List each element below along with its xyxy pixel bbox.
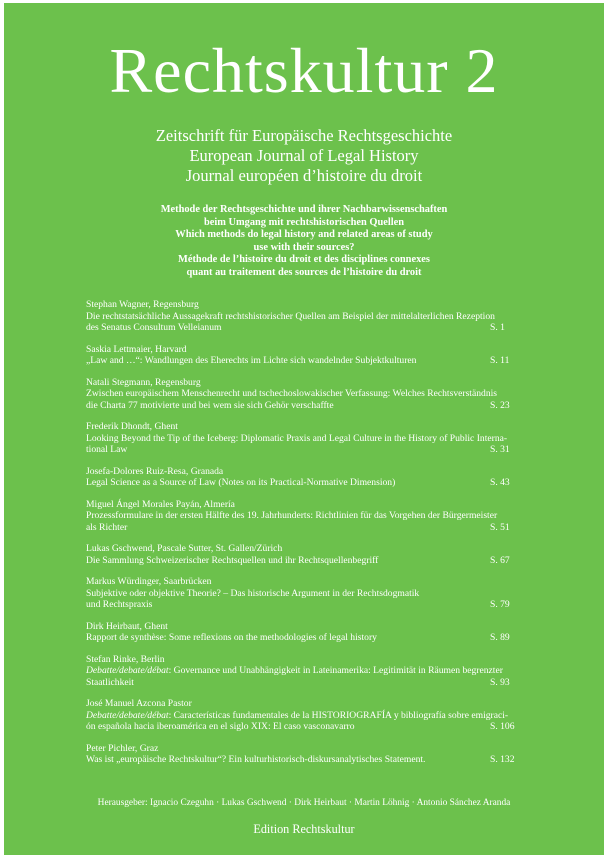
toc-article-title: Subjektive oder objektive Theorie? – Das historische Argument in der Rechtsdogmatik: [86, 587, 420, 599]
toc-author: Markus Würdinger, Saarbrücken: [86, 576, 212, 587]
subtitle-french: Journal européen d’histoire du droit: [185, 166, 423, 185]
toc-page-number: S. 43: [490, 477, 510, 488]
issue-theme: [4, 204, 604, 279]
toc-page-number: S. 11: [490, 355, 510, 366]
toc-entry: [86, 466, 534, 489]
toc-page-number: S. 23: [490, 399, 510, 411]
toc-author: Lukas Gschwend, Pascale Sutter, St. Gallen/Zürich: [86, 543, 283, 554]
toc-page-number: S. 67: [490, 554, 510, 566]
toc-entry: [86, 576, 534, 611]
toc-author: Frederik Dhondt, Ghent: [86, 421, 178, 432]
journal-subtitles: [4, 126, 604, 186]
theme-line: use with their sources?: [253, 241, 355, 253]
toc-debate-label: Debatte/debate/débat: [86, 665, 169, 676]
toc-article-title: „Law and …“: Wandlungen des Eherechts im Lichte sich wandelnder Subjektkulturen: [86, 355, 417, 366]
toc-article-title: tional Law: [86, 444, 128, 455]
toc-article-title: Prozessformulare in der ersten Hälfte des 19. Jahrhunderts: Richtlinien für das Vorgehen der Bürgermeister: [86, 510, 498, 521]
toc-page-number: S. 132: [490, 754, 515, 765]
toc-author: José Manuel Azcona Pastor: [86, 698, 192, 709]
toc-page-number: S. 89: [490, 632, 510, 643]
toc-entry: [86, 421, 534, 456]
toc-article-title: und Rechtspraxis: [86, 599, 153, 610]
toc-entry: [86, 621, 534, 644]
toc-author: Peter Pichler, Graz: [86, 742, 159, 754]
toc-article-title: die Charta 77 motivierte und bei wem sie sich Gehör verschaffte: [86, 399, 334, 411]
toc-article-title: [86, 709, 509, 722]
toc-entry: [86, 698, 534, 733]
toc-author: Josefa-Dolores Ruiz-Resa, Granada: [86, 465, 224, 477]
toc-entry: [86, 344, 534, 367]
toc-entry: [86, 377, 534, 412]
toc-page-number: S. 1: [490, 322, 505, 333]
subtitle-german: Zeitschrift für Europäische Rechtsgeschichte: [155, 126, 453, 145]
theme-line: Methode der Rechtsgeschichte und ihrer Nachbarwissenschaften: [160, 204, 448, 215]
toc-author: Saskia Lettmaier, Harvard: [86, 343, 187, 355]
toc-article-title: des Senatus Consultum Velleianum: [86, 322, 222, 333]
toc-author: Stefan Rinke, Berlin: [86, 653, 165, 665]
toc-author: Miguel Ángel Morales Payán, Almería: [86, 498, 235, 510]
toc-article-title: Rapport de synthèse: Some reflexions on the methodologies of legal history: [86, 632, 377, 643]
subtitle-english: European Journal of Legal History: [189, 146, 419, 165]
toc-article-title: Staatlichkeit: [86, 676, 134, 688]
toc-article-title: Looking Beyond the Tip of the Iceberg: Diplomatic Praxis and Legal Culture in the History of Public Interna-: [86, 432, 508, 444]
toc-article-title: Legal Science as a Source of Law (Notes on its Practical-Normative Dimension): [86, 477, 396, 488]
toc-entry: [86, 299, 534, 334]
toc-author: Stephan Wagner, Regensburg: [86, 299, 199, 310]
theme-line: quant au traitement des sources de l’histoire du droit: [186, 266, 422, 278]
toc-article-title-rest: : Características fundamentales de la HISTORIOGRAFÍA y bibliografía sobre emigraci-: [168, 709, 509, 721]
theme-line: Méthode de l’histoire du droit et des disciplines connexes: [178, 254, 430, 265]
theme-line: beim Umgang mit rechtshistorischen Quellen: [203, 216, 405, 228]
toc-page-number: S. 106: [490, 721, 515, 732]
publisher-imprint: Edition Rechtskultur: [253, 822, 355, 836]
toc-article-title: ón española hacia iberoamérica en el siglo XIX: El caso vasconavarro: [86, 721, 355, 732]
toc-page-number: S. 79: [490, 599, 510, 610]
toc-page-number: S. 31: [490, 444, 510, 455]
toc-article-title: als Richter: [86, 521, 128, 533]
toc-article-title: Die rechtstatsächliche Aussagekraft rechtshistorischer Quellen am Beispiel der mittelalterlichen Rezeption: [86, 310, 495, 322]
toc-debate-label: Debatte/debate/débat: [86, 709, 169, 721]
table-of-contents: [86, 299, 534, 776]
toc-article-title: Die Sammlung Schweizerischer Rechtsquellen und ihr Rechtsquellenbegriff: [86, 554, 379, 566]
editors-line: Herausgeber: Ignacio Czeguhn · Lukas Gschwend · Dirk Heirbaut · Martin Löhnig · Antonio Sánchez Aranda: [97, 798, 511, 808]
toc-article-title: Zwischen europäischem Menschenrecht und tschechoslowakischer Verfassung: Welches Rechtsverständnis: [86, 388, 498, 399]
journal-title: Rechtskultur 2: [109, 35, 499, 106]
toc-entry: [86, 543, 534, 566]
toc-page-number: S. 93: [490, 676, 510, 688]
toc-author: Natali Stegmann, Regensburg: [86, 376, 201, 388]
journal-cover: [4, 3, 604, 855]
toc-article-title: Was ist „europäische Rechtskultur“? Ein kulturhistorisch-diskursanalytisches Statement.: [86, 754, 426, 765]
toc-article-title-rest: : Governance und Unabhängigkeit in Lateinamerika: Legitimität in Räumen begrenzter: [168, 665, 503, 676]
toc-page-number: S. 51: [490, 521, 510, 533]
toc-entry: [86, 654, 534, 689]
toc-entry: [86, 743, 534, 766]
toc-article-title: [86, 665, 503, 677]
toc-author: Dirk Heirbaut, Ghent: [86, 620, 168, 632]
theme-line: Which methods do legal history and related areas of study: [175, 229, 433, 240]
toc-entry: [86, 499, 534, 534]
